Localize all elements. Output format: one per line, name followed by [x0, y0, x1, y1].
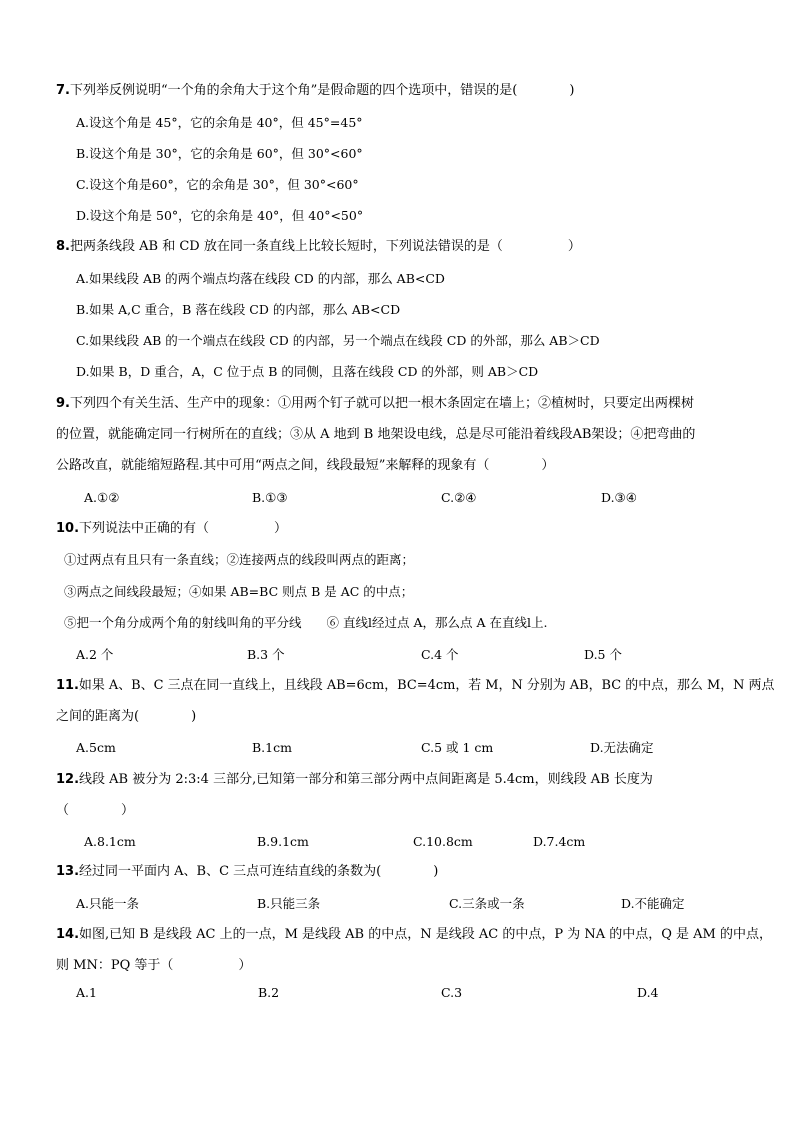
statement-line-2: ③两点之间线段最短；④如果 AB=BC 则点 B 是 AC 的中点； — [64, 584, 414, 599]
option-b: B.2 — [258, 985, 280, 1000]
option-b: B.9.1cm — [257, 834, 309, 849]
option-c: C.5 或 1 cm — [421, 740, 494, 755]
question-text-line-1: 下列四个有关生活、生产中的现象：①用两个钉子就可以把一根木条固定在墙上；②植树时，只要定出两棵树 — [69, 396, 694, 411]
question-text-line-2: 则 MN：PQ 等于（ ） — [56, 958, 252, 973]
option-a: A.如果线段 AB 的两个端点均落在线段 CD 的内部，那么 AB<CD — [76, 271, 445, 286]
question-number: 9. — [56, 396, 70, 411]
question-10 — [56, 521, 287, 537]
question-13 — [56, 864, 438, 880]
option-d: D.③④ — [601, 490, 637, 505]
question-14 — [56, 927, 772, 943]
option-c: C.4 个 — [421, 647, 459, 662]
option-a: A.1 — [76, 985, 97, 1000]
option-a: A.只能一条 — [76, 896, 140, 911]
question-8 — [56, 239, 581, 255]
option-b: B.①③ — [252, 490, 288, 505]
question-text-line-2: 之间的距离为( ) — [56, 709, 197, 724]
option-a: A.设这个角是 45°，它的余角是 40°，但 45°=45° — [76, 115, 363, 130]
question-9 — [56, 396, 694, 412]
option-c: C.②④ — [441, 490, 477, 505]
question-number: 13. — [56, 864, 80, 879]
option-b: B.1cm — [252, 740, 292, 755]
option-b: B.如果 A,C 重合，B 落在线段 CD 的内部，那么 AB<CD — [76, 302, 401, 317]
question-text-line-3: 公路改直，就能缩短路程.其中可用“两点之间，线段最短”来解释的现象有（ ） — [56, 458, 555, 473]
question-text: 把两条线段 AB 和 CD 放在同一条直线上比较长短时，下列说法错误的是（ ） — [69, 239, 581, 254]
question-text-line-1: 如果 A、B、C 三点在同一直线上，且线段 AB=6cm，BC=4cm，若 M，N 分别为 AB，BC 的中点，那么 M，N 两点 — [78, 678, 775, 693]
option-d: D.5 个 — [584, 647, 622, 662]
statement-line-3: ⑤把一个角分成两个角的射线叫角的平分线 ⑥ 直线l经过点 A，那么点 A 在直线l上. — [64, 615, 548, 630]
option-c: C.三条或一条 — [449, 896, 525, 911]
question-number: 14. — [56, 927, 80, 942]
option-d: D.设这个角是 50°，它的余角是 40°，但 40°<50° — [76, 208, 364, 223]
option-d: D.无法确定 — [590, 740, 654, 755]
question-11 — [56, 678, 774, 694]
question-text-line-2: 的位置，就能确定同一行树所在的直线；③从 A 地到 B 地架设电线，总是尽可能沿着线段AB架设；④把弯曲的 — [56, 427, 696, 442]
option-d: D.如果 B，D 重合，A，C 位于点 B 的同侧，且落在线段 CD 的外部，则 AB＞CD — [76, 364, 539, 379]
option-b: B.设这个角是 30°，它的余角是 60°，但 30°<60° — [76, 146, 363, 161]
question-text-line-1: 如图,已知 B 是线段 AC 上的一点，M 是线段 AB 的中点，N 是线段 AC 的中点，P 为 NA 的中点，Q 是 AM 的中点， — [79, 927, 772, 942]
question-text-line-2: （ ） — [56, 803, 135, 818]
question-7 — [56, 83, 574, 99]
question-number: 10. — [56, 521, 80, 536]
option-a: A.2 个 — [76, 647, 114, 662]
option-a: A.5cm — [76, 740, 116, 755]
option-d: D.4 — [637, 985, 659, 1000]
option-d: D.7.4cm — [533, 834, 586, 849]
question-12 — [56, 772, 653, 788]
option-a: A.①② — [84, 490, 120, 505]
question-text: 经过同一平面内 A、B、C 三点可连结直线的条数为( ) — [79, 864, 439, 879]
option-b: B.3 个 — [247, 647, 285, 662]
question-number: 8. — [56, 239, 70, 254]
question-text-line-1: 线段 AB 被分为 2:3:4 三部分,已知第一部分和第三部分两中点间距离是 5.4cm，则线段 AB 长度为 — [79, 772, 653, 787]
statement-line-1: ①过两点有且只有一条直线；②连接两点的线段叫两点的距离； — [64, 552, 415, 567]
option-c: C.10.8cm — [413, 834, 473, 849]
option-b: B.只能三条 — [257, 896, 321, 911]
question-number: 11. — [56, 678, 79, 693]
question-number: 7. — [56, 83, 70, 98]
option-d: D.不能确定 — [621, 896, 685, 911]
question-text: 下列举反例说明“一个角的余角大于这个角”是假命题的四个选项中，错误的是( ) — [69, 83, 575, 98]
question-number: 12. — [56, 772, 80, 787]
option-a: A.8.1cm — [84, 834, 136, 849]
option-c: C.如果线段 AB 的一个端点在线段 CD 的内部，另一个端点在线段 CD 的外部，那么 AB＞CD — [76, 333, 600, 348]
option-c: C.设这个角是60°，它的余角是 30°，但 30°<60° — [76, 177, 359, 192]
option-c: C.3 — [441, 985, 463, 1000]
question-text: 下列说法中正确的有（ ） — [79, 521, 288, 536]
